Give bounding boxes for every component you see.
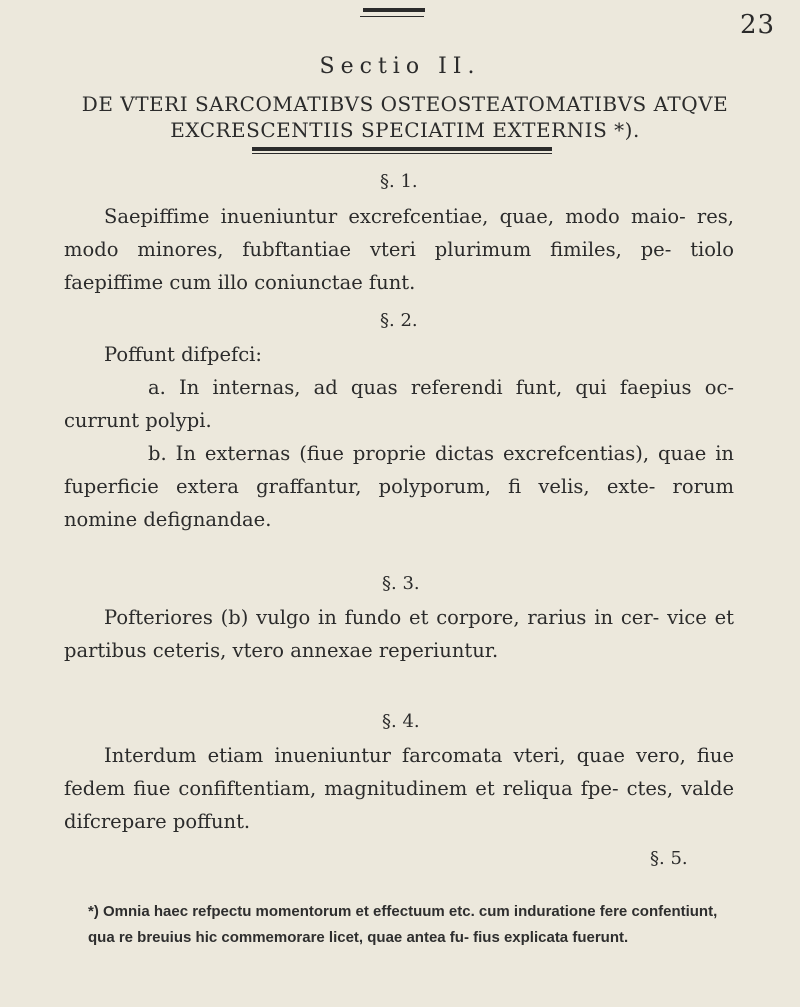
paragraph-1 — [64, 200, 734, 299]
title-rule — [252, 147, 552, 151]
section-marker-3: §. 3. — [382, 573, 420, 594]
title-rule-thin — [252, 153, 552, 154]
paragraph-4 — [64, 739, 734, 838]
paragraph-4-text: Interdum etiam inueniuntur farcomata vteri, quae vero, fiue fedem fiue confiftentiam, magnitudinem et reliqua fpe- ctes, valde difcrepare poffunt. — [64, 744, 734, 833]
section-marker-1: §. 1. — [380, 171, 418, 192]
top-rule-thin — [360, 16, 424, 17]
paragraph-1-text: Saepiffime inueniuntur excrefcentiae, quae, modo maio- res, modo minores, fubftantiae vteri plurimum fimiles, pe- tiolo faepiffime cum illo coniunctae funt. — [64, 205, 734, 294]
paragraph-2a — [64, 371, 734, 437]
paragraph-2b — [64, 437, 734, 536]
chapter-title: DE VTERI SARCOMATIBVS OSTEOSTEATOMATIBVS ATQVE EXCRESCENTIIS SPECIATIM EXTERNIS *). — [81, 92, 729, 142]
paragraph-2a-text: a. In internas, ad quas referendi funt, qui faepius oc- currunt polypi. — [64, 376, 734, 432]
top-rule — [363, 8, 425, 12]
paragraph-2b-text: b. In externas (fiue proprie dictas excrefcentias), quae in fuperficie extera graffantur, polyporum, fi velis, exte- rorum nomine defignandae. — [64, 442, 734, 531]
paragraph-3-text: Pofteriores (b) vulgo in fundo et corpore, rarius in cer- vice et partibus ceteris, vtero annexae reperiuntur. — [64, 606, 734, 662]
paragraph-3 — [64, 601, 734, 667]
paragraph-2 — [64, 338, 734, 371]
paragraph-2-text: Poffunt difpefci: — [104, 343, 262, 366]
section-heading: Sectio II. — [319, 54, 481, 79]
page-number: 23 — [740, 10, 776, 40]
footnote: *) Omnia haec refpectu momentorum et effectuum etc. cum induratione fere confentiunt, qua re breuius hic commemorare licet, quae antea fu- fius explicata fuerunt. — [88, 903, 718, 946]
section-marker-4: §. 4. — [382, 711, 420, 732]
section-marker-5: §. 5. — [650, 848, 688, 869]
section-marker-2: §. 2. — [380, 310, 418, 331]
